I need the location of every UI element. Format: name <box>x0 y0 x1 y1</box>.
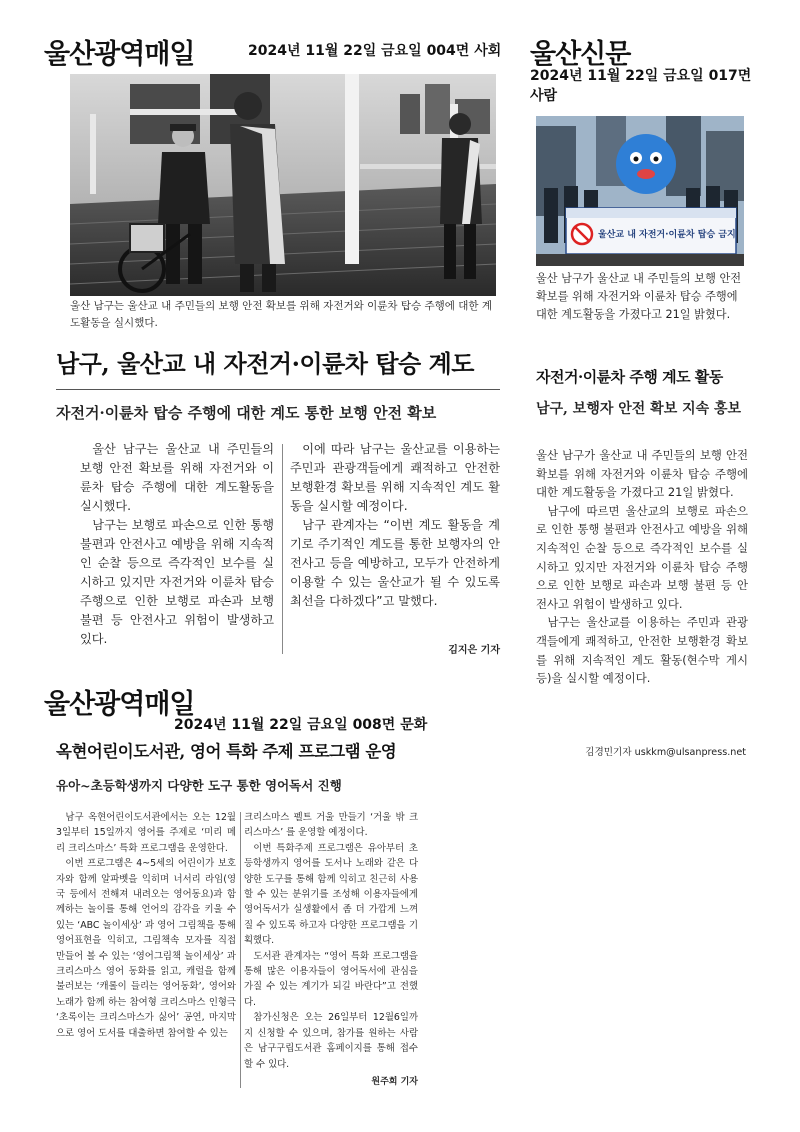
article3-column-2 <box>244 810 418 1072</box>
article1-photo <box>70 74 496 296</box>
article1-column-2 <box>290 440 500 611</box>
article2-paragraph: 남구는 울산교를 이용하는 주민과 관광객들에게 쾌적하고, 안전한 보행환경 확보를 위해 지속적인 계도 활동(현수막 게시 등)을 실시할 예정이다. <box>536 615 748 686</box>
article2-dateline: 2024년 11월 22일 금요일 017면 사람 <box>530 68 752 104</box>
article3-byline: 원주희 기자 <box>371 1077 418 1087</box>
article1-col2-paragraph: 남구 관계자는 “이번 계도 활동을 계기로 주기적인 계도를 통한 보행자의 안전사고 등을 예방하고, 모두가 안전하게 이용할 수 있는 울산교가 될 수 있도록 최선을 다하겠다”고 말했다. <box>290 518 500 608</box>
column-divider <box>240 812 241 1088</box>
article3-dateline: 2024년 11월 22일 금요일 008면 문화 <box>174 717 428 733</box>
article3-subhead: 유아~초등학생까지 다양한 도구 통한 영어독서 진행 <box>56 778 342 793</box>
article2-photo <box>536 116 744 266</box>
article2-subhead: 남구, 보행자 안전 확보 지속 홍보 <box>536 401 742 417</box>
article3-masthead: 울산광역매일 <box>44 689 195 720</box>
article2-byline: 김경민기자 uskkm@ulsanpress.net <box>585 747 746 758</box>
article3-col2-paragraph: 도서관 관계자는 “영어 특화 프로그램을 통해 많은 이용자들이 영어독서에 관심을 가질 수 있는 계기가 되길 바란다”고 전했다. <box>244 950 418 1008</box>
article1-col2-paragraph: 이에 따라 남구는 울산교를 이용하는 주민과 관광객들에게 쾌적하고 안전한 보행환경 확보를 위해 지속적인 계도 활동을 실시할 예정이다. <box>290 442 500 513</box>
article1-col1-paragraph: 남구는 보행로 파손으로 인한 통행 불편과 안전사고 예방을 위해 지속적인 순찰 등으로 즉각적인 보수를 실시하고 있지만 자전거와 이륜차 탑승 주행으로 인한 보행로 파손과 보행 불편 등 안전사고 위험이 발생하고 있다. <box>80 518 274 646</box>
article2-body <box>536 446 748 688</box>
article3-column-1 <box>56 810 236 1041</box>
article2-masthead: 울산신문 <box>530 39 631 70</box>
article3-headline: 옥현어린이도서관, 영어 특화 주제 프로그램 운영 <box>56 742 397 761</box>
photo-bicycle-patrol-icon <box>70 74 496 296</box>
article2-headline: 자전거·이륜차 주행 계도 활동 <box>536 368 723 386</box>
article3-col2-paragraph: 크리스마스 펠트 거울 만들기 ‘거울 밖 크리스마스’ 를 운영할 예정이다. <box>244 812 418 839</box>
article1-column-1 <box>80 440 274 649</box>
article2-caption: 울산 남구가 울산교 내 주민들의 보행 안전 확보를 위해 자전거와 이륜차 탑승 주행에 대한 계도활동을 가졌다고 21일 밝혔다. <box>536 272 742 321</box>
article1-caption: 울산 남구는 울산교 내 주민들의 보행 안전 확보를 위해 자전거와 이륜차 탑승 주행에 대한 계도활동을 실시했다. <box>70 300 493 329</box>
article3-col1-paragraph: 남구 옥현어린이도서관에서는 오는 12월3일부터 15일까지 영어를 주제로 ‘미리 메리 크리스마스’ 특화 프로그램을 운영한다. <box>56 812 236 854</box>
article1-headline-rule <box>56 389 500 390</box>
column-divider <box>282 444 283 654</box>
photo-banner-campaign-icon <box>536 116 744 266</box>
article3-col2-paragraph: 이번 특화주제 프로그램은 유아부터 초등학생까지 영어를 도서나 노래와 같은 다양한 도구를 통해 함께 익히고 친근히 사용할 수 있는 분위기를 조성해 이용자들에게 영어독서가 실생활에서 좀 더 가깝게 느껴질 수 있도록 하고자 다양한 프로그램을 기획했다. <box>244 842 418 947</box>
article1-col1-paragraph: 울산 남구는 울산교 내 주민들의 보행 안전 확보를 위해 자전거와 이륜차 탑승 주행에 대한 계도활동을 실시했다. <box>80 442 274 513</box>
article3-col2-paragraph: 참가신청은 오는 26일부터 12월6일까지 신청할 수 있으며, 참가를 원하는 사람은 남구구립도서관 홈페이지를 통해 접수할 수 있다. <box>244 1012 418 1070</box>
article2-paragraph: 남구에 따르면 울산교의 보행로 파손으로 인한 통행 불편과 안전사고 예방을 위해 지속적인 순찰 등으로 즉각적인 보수를 실시하고 있지만 자전거와 이륜차 탑승 주행으로 인한 보행로 파손과 보행 불편 등 안전사고 위험이 발생하고 있다. <box>536 503 748 611</box>
article1-byline: 김지은 기자 <box>448 645 500 656</box>
article1-masthead: 울산광역매일 <box>44 39 195 70</box>
article2-paragraph: 울산 남구가 울산교 내 주민들의 보행 안전 확보를 위해 자전거와 이륜차 탑승 주행에 대한 계도활동을 가졌다고 21일 밝혔다. <box>536 448 748 500</box>
article3-col1-paragraph: 이번 프로그램은 4~5세의 어린이가 보호자와 함께 알파벳을 익히며 너서리 라임(영국 등에서 전해져 내려오는 영어동요)과 함께하는 놀이를 통해 언어의 감각을 키울 수 있는 ‘ABC 놀이세상’ 과 영어 그림책을 통해 영어표현을 익히고, 그림책속 모자를 직접 만들어 볼 수 있는 ‘영어그림책 놀이세상’ 과 크리스마스 영어 동화를 읽고, 캐럴을 함께 불러보는 ‘캐롤이 들리는 영어동화’, 영어와 노래가 함께 하는 참여형 크리스마스 인형극 ‘초록이는 크리스마스가 싫어’ 공연, 마지막으로 영어 도서를 대출하면 참여할 수 있는 <box>56 858 236 1039</box>
banner-text: 울산교 내 자전거·이륜차 탑승 금지 <box>598 230 736 240</box>
article1-dateline: 2024년 11월 22일 금요일 004면 사회 <box>248 43 502 59</box>
article1-subhead: 자전거·이륜차 탑승 주행에 대한 계도 통한 보행 안전 확보 <box>56 404 437 422</box>
article1-headline: 남구, 울산교 내 자전거·이륜차 탑승 계도 <box>56 349 474 378</box>
